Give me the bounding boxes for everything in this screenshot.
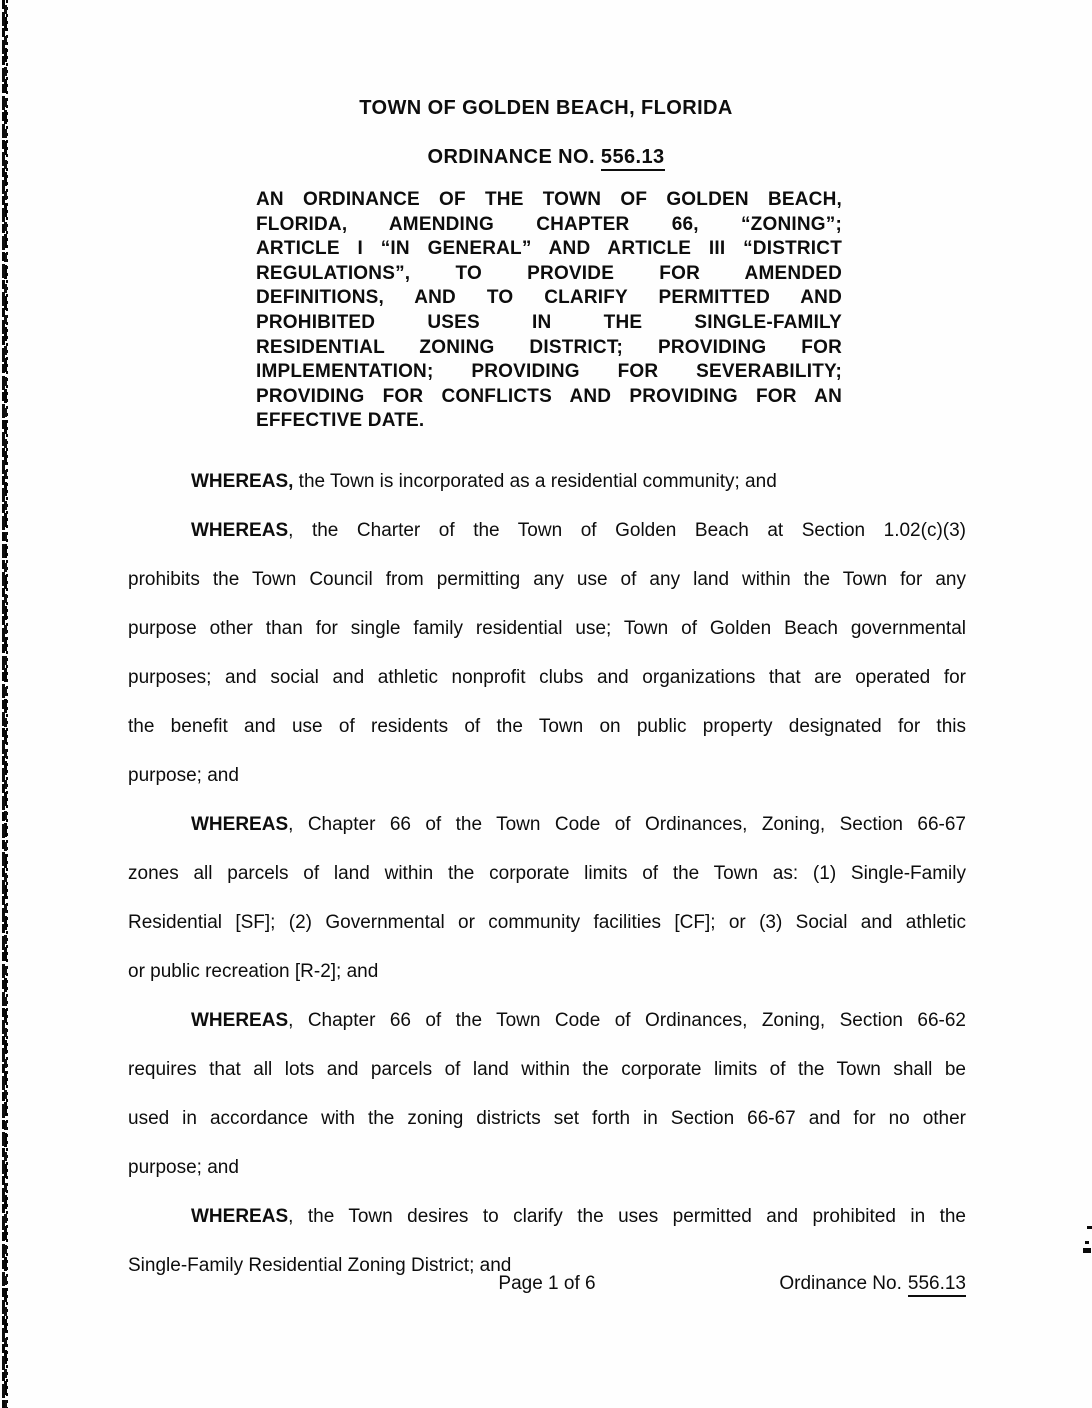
ordinance-number: 556.13 bbox=[601, 146, 665, 171]
caption-line: PROVIDING FOR CONFLICTS AND PROVIDING FOR AN bbox=[256, 385, 842, 407]
whereas-lead: WHEREAS, bbox=[191, 471, 294, 492]
caption-line: DEFINITIONS, AND TO CLARIFY PERMITTED AND bbox=[256, 287, 842, 309]
footer-ordinance-number: 556.13 bbox=[908, 1273, 966, 1297]
whereas-lead: WHEREAS bbox=[191, 814, 289, 835]
body-line: WHEREAS, Chapter 66 of the Town Code of Ordinances, Zoning, Section 66-62 bbox=[191, 1010, 966, 1031]
whereas-lead: WHEREAS bbox=[191, 1010, 289, 1031]
body-line: zones all parcels of land within the corporate limits of the Town as: (1) Single-Family bbox=[128, 863, 966, 884]
body-line: purposes; and social and athletic nonprofit clubs and organizations that are operated for bbox=[128, 667, 966, 688]
caption-line: REGULATIONS”, TO PROVIDE FOR AMENDED bbox=[256, 262, 842, 284]
document-title: TOWN OF GOLDEN BEACH, FLORIDA bbox=[359, 97, 733, 119]
body-line: WHEREAS, the Charter of the Town of Golden Beach at Section 1.02(c)(3) bbox=[191, 520, 966, 541]
whereas-paragraph bbox=[128, 996, 966, 1192]
body-line: WHEREAS, the Town is incorporated as a residential community; and bbox=[191, 471, 777, 492]
ordinance-heading bbox=[0, 145, 1092, 169]
body-line: Residential [SF]; (2) Governmental or community facilities [CF]; or (3) Social and athletic bbox=[128, 912, 966, 933]
body-line: purpose other than for single family residential use; Town of Golden Beach governmental bbox=[128, 618, 966, 639]
body-line: WHEREAS, the Town desires to clarify the uses permitted and prohibited in the bbox=[191, 1206, 966, 1227]
body-text bbox=[128, 457, 966, 1290]
whereas-lead: WHEREAS bbox=[191, 1206, 289, 1227]
caption-line: PROHIBITED USES IN THE SINGLE-FAMILY bbox=[256, 311, 842, 333]
body-line: or public recreation [R-2]; and bbox=[128, 961, 379, 982]
scan-edge-artifact bbox=[0, 0, 12, 1408]
body-line: the benefit and use of residents of the Town on public property designated for this bbox=[128, 716, 966, 737]
body-line: purpose; and bbox=[128, 1157, 239, 1178]
caption-line: ARTICLE I “IN GENERAL” AND ARTICLE III “DISTRICT bbox=[256, 238, 842, 260]
scan-speck bbox=[1083, 1248, 1091, 1253]
caption-block bbox=[256, 188, 842, 434]
footer-ordinance-label: Ordinance No. bbox=[779, 1273, 902, 1294]
footer-ordinance-ref bbox=[779, 1271, 966, 1297]
body-line: WHEREAS, Chapter 66 of the Town Code of Ordinances, Zoning, Section 66-67 bbox=[191, 814, 966, 835]
scan-speck bbox=[1087, 1226, 1092, 1229]
page-indicator: Page 1 of 6 bbox=[498, 1273, 596, 1294]
caption-line: AN ORDINANCE OF THE TOWN OF GOLDEN BEACH, bbox=[256, 189, 842, 210]
caption-line: RESIDENTIAL ZONING DISTRICT; PROVIDING FOR bbox=[256, 336, 842, 358]
whereas-paragraph bbox=[128, 800, 966, 996]
whereas-paragraph bbox=[128, 506, 966, 800]
ordinance-heading-label: ORDINANCE NO. bbox=[427, 146, 595, 168]
body-line: Single-Family Residential Zoning District; and bbox=[128, 1255, 512, 1276]
scan-speck bbox=[1085, 1241, 1089, 1244]
whereas-paragraph bbox=[128, 457, 966, 506]
body-line: prohibits the Town Council from permitting any use of any land within the Town for any bbox=[128, 569, 966, 590]
caption-line: IMPLEMENTATION; PROVIDING FOR SEVERABILITY; bbox=[256, 361, 842, 383]
page-footer bbox=[128, 1271, 966, 1301]
body-line: used in accordance with the zoning districts set forth in Section 66-67 and for no other bbox=[128, 1108, 966, 1129]
body-line: purpose; and bbox=[128, 765, 239, 786]
whereas-lead: WHEREAS bbox=[191, 520, 289, 541]
caption-line: EFFECTIVE DATE. bbox=[256, 410, 425, 432]
caption-line: FLORIDA, AMENDING CHAPTER 66, “ZONING”; bbox=[256, 213, 842, 235]
body-line: requires that all lots and parcels of land within the corporate limits of the Town shall be bbox=[128, 1059, 966, 1080]
